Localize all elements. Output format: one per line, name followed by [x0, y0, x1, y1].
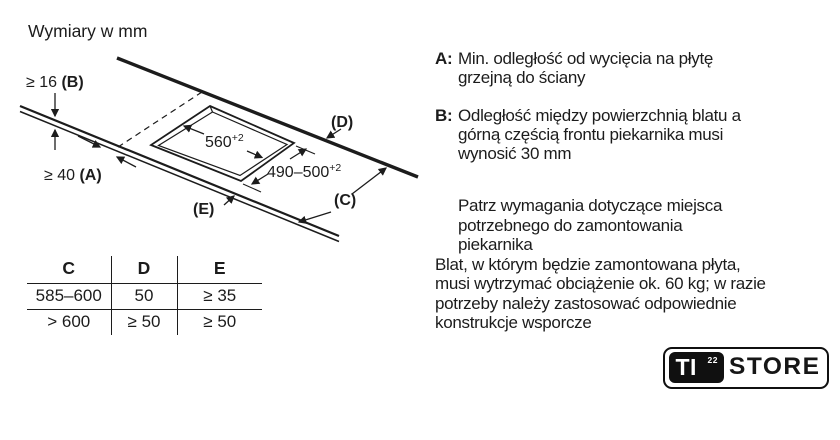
- dim-490-arrow-lower: [252, 174, 268, 184]
- dim-c-arrow-lower: [299, 212, 331, 222]
- cell-e1: ≥ 35: [177, 284, 262, 310]
- dim-560-arrow-right: [247, 151, 262, 158]
- dim-depth-label: $490-500^{+2}$: [267, 162, 342, 181]
- note-b-text: [458, 107, 741, 163]
- label-d: (D): [331, 114, 354, 131]
- note-b-label: B:: [435, 106, 453, 125]
- extension-line-bottom: [243, 184, 261, 192]
- text-line: konstrukcje wsporcze: [435, 313, 592, 332]
- col-header-d: D: [111, 256, 177, 284]
- text-line: Min. odległość od wycięcia na płytę: [458, 49, 714, 68]
- text-line: piekarnika: [458, 235, 533, 254]
- text-line: potrzebnego do zamontowania: [458, 215, 683, 235]
- cell-e2: ≥ 50: [177, 310, 262, 336]
- table-row: [27, 284, 262, 310]
- cell-d1: 50: [111, 284, 177, 310]
- label-e: (E): [193, 201, 215, 218]
- col-header-c: C: [27, 256, 111, 284]
- cell-c1: 585–600: [27, 284, 111, 310]
- installation-paragraph: [435, 196, 785, 333]
- text-line: Patrz wymagania dotyczące miejsca: [458, 196, 723, 215]
- text-line: potrzeby należy zastosować odpowiednie: [435, 293, 737, 313]
- dim-width-label: $560^{+2}$: [205, 132, 244, 151]
- logo-superscript: 22: [707, 354, 718, 365]
- text-line: Blat, w którym będzie zamontowana płyta,: [435, 254, 741, 274]
- table-row: [27, 310, 262, 336]
- page-title: Wymiary w mm: [28, 21, 148, 41]
- text-line: musi wytrzymać obciążenie ok. 60 kg; w razie: [435, 274, 766, 293]
- text-line: Odległość między powierzchnią blatu a: [458, 106, 741, 125]
- text-line: górną częścią frontu piekarnika musi: [458, 124, 724, 144]
- ti-store-logo: [663, 347, 829, 389]
- dim-a-arrow-lower: [117, 157, 136, 167]
- col-header-e: E: [177, 256, 262, 284]
- installation-diagram: [0, 0, 430, 250]
- text-line: wynosić 30 mm: [458, 143, 572, 163]
- ti-logo-tile: [669, 352, 724, 383]
- dimensions-table: [27, 256, 262, 335]
- table-header-row: [27, 256, 262, 284]
- note-a-label: A:: [435, 49, 453, 68]
- logo-store-text: STORE: [729, 353, 821, 380]
- logo-brand-text: TI: [675, 354, 697, 380]
- text-line: grzejną do ściany: [458, 67, 586, 87]
- dim-490-arrow-upper: [290, 149, 306, 159]
- dim-b-label: ≥ 16 (B): [26, 74, 84, 91]
- note-a-text: [458, 50, 713, 88]
- dim-c-arrow-upper: [352, 168, 386, 194]
- dim-560-arrow-left: [184, 126, 204, 134]
- cell-c2: > 600: [47, 312, 91, 331]
- label-c: (C): [334, 192, 357, 209]
- dim-a-label: ≥ 40 (A): [44, 167, 102, 184]
- note-b: [435, 107, 785, 163]
- cell-d2: ≥ 50: [111, 310, 177, 336]
- note-a: [435, 50, 785, 88]
